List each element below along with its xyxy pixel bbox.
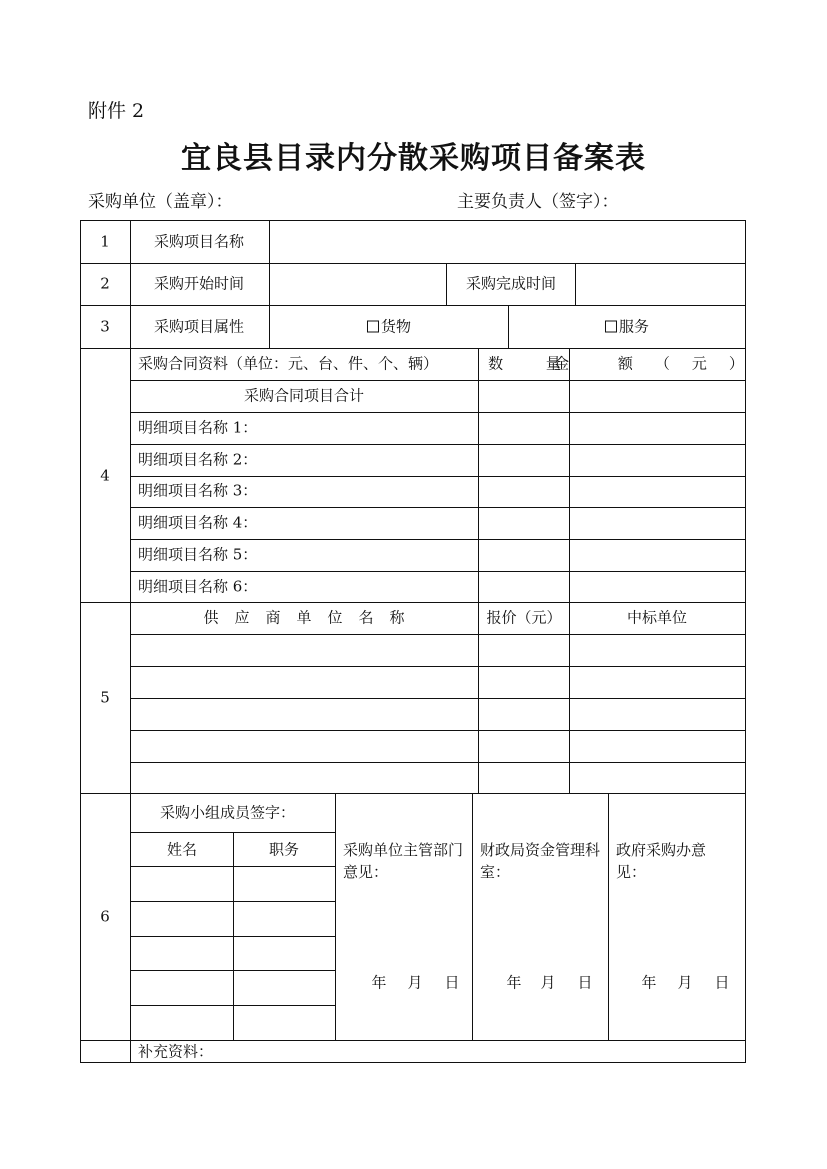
detail-item-4: 明细项目名称 4： <box>138 513 258 532</box>
dept-date-year: 年 <box>371 973 387 992</box>
responsible-person-label: 主要负责人（签字）： <box>457 192 619 212</box>
contract-total-label: 采购合同项目合计 <box>243 386 365 405</box>
row-number-2: 2 <box>100 274 110 293</box>
finance-date-day: 日 <box>577 973 593 992</box>
winning-unit-header: 中标单位 <box>626 608 688 627</box>
members-signature-label: 采购小组成员签字： <box>160 803 296 822</box>
finance-opinion-label: 财政局资金管理科室： <box>480 841 601 881</box>
goods-option[interactable] <box>367 317 412 336</box>
contract-info-header: 采购合同资料（单位：元、台、件、个、辆） <box>138 354 439 373</box>
gov-date-day: 日 <box>714 973 730 992</box>
detail-item-6: 明细项目名称 6： <box>138 577 258 596</box>
gov-date-year: 年 <box>641 973 657 992</box>
row-number-5: 5 <box>100 688 110 707</box>
position-column-header: 职务 <box>268 840 300 859</box>
gov-opinion-label: 政府采购办意见： <box>616 841 707 881</box>
start-time-field[interactable] <box>272 266 444 303</box>
detail-item-3: 明细项目名称 3： <box>138 481 258 500</box>
goods-checkbox[interactable] <box>367 321 379 333</box>
start-time-label: 采购开始时间 <box>153 274 245 293</box>
purchasing-unit-label: 采购单位（盖章）： <box>88 192 233 212</box>
finance-date-month: 月 <box>540 973 556 992</box>
project-attribute-label: 采购项目属性 <box>153 317 245 336</box>
goods-option-label: 货物 <box>380 317 412 336</box>
finance-date-year: 年 <box>506 973 522 992</box>
finish-time-label: 采购完成时间 <box>465 274 557 293</box>
row-number-3: 3 <box>100 317 110 336</box>
detail-item-1: 明细项目名称 1： <box>138 418 258 437</box>
finish-time-field[interactable] <box>578 266 743 303</box>
amount-header: 金 额（元） <box>554 354 766 373</box>
dept-date-month: 月 <box>407 973 423 992</box>
row-number-1: 1 <box>100 232 110 251</box>
supplier-name-header: 供应商单位名称 <box>203 608 421 627</box>
supplement-label: 补充资料： <box>138 1042 214 1061</box>
quote-header: 报价（元） <box>486 608 562 627</box>
quantity-header: 数 量 <box>488 354 580 373</box>
dept-date-day: 日 <box>444 973 460 992</box>
service-checkbox[interactable] <box>605 321 617 333</box>
project-name-label: 采购项目名称 <box>153 232 245 251</box>
service-option-label: 服务 <box>618 317 650 336</box>
gov-date-month: 月 <box>677 973 693 992</box>
row-number-4: 4 <box>100 466 110 485</box>
form-title: 宜良县目录内分散采购项目备案表 <box>181 141 646 176</box>
dept-opinion-label: 采购单位主管部门意见： <box>343 841 464 881</box>
project-name-field[interactable] <box>272 223 743 261</box>
detail-item-5: 明细项目名称 5： <box>138 545 258 564</box>
detail-item-2: 明细项目名称 2： <box>138 450 258 469</box>
attachment-label: 附件 2 <box>88 100 145 122</box>
name-column-header: 姓名 <box>166 840 198 859</box>
service-option[interactable] <box>605 317 650 336</box>
row-number-6: 6 <box>100 907 110 926</box>
